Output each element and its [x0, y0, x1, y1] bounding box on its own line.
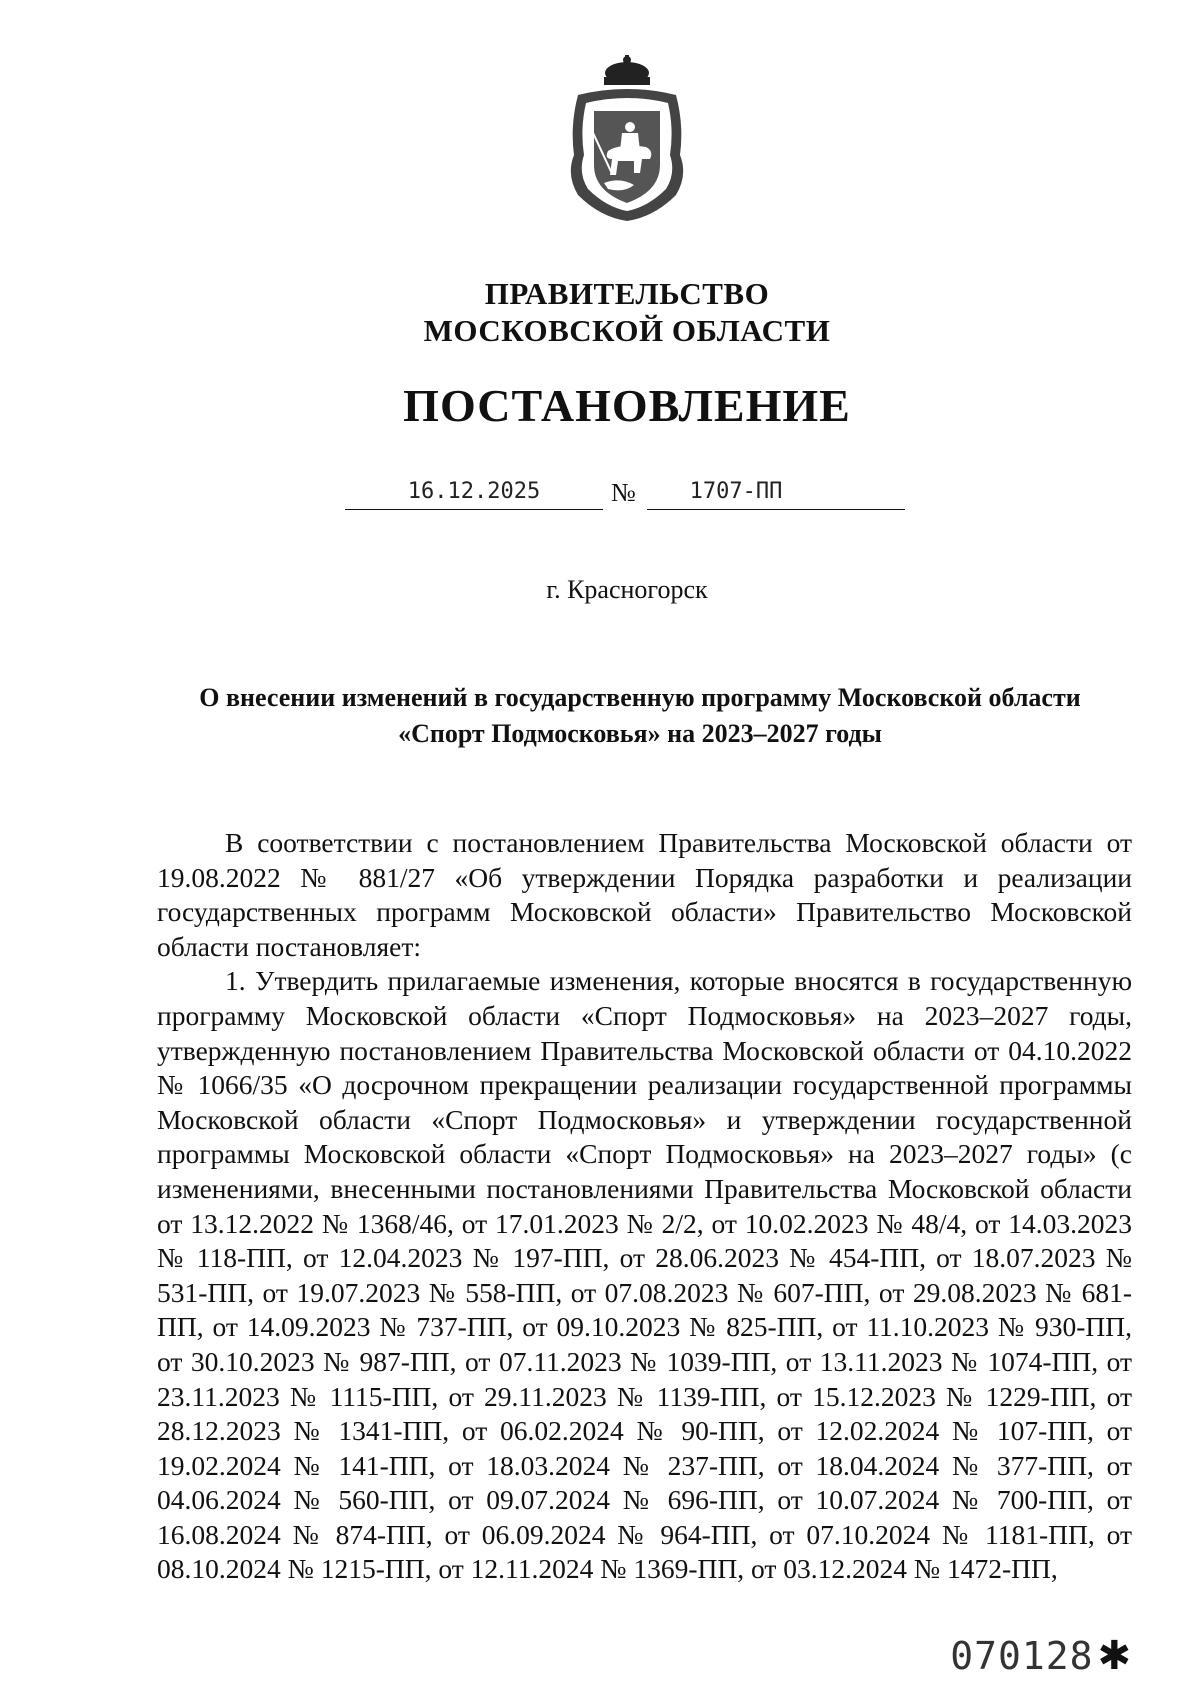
asterisk-icon: ✱ — [1097, 1633, 1132, 1679]
subject-line-1: О внесении изменений в государственную программу Московской области — [199, 683, 1081, 712]
document-date — [345, 475, 603, 510]
number-sign: № — [611, 478, 636, 507]
document-date-value: 16.12.2025 — [407, 479, 541, 504]
body-paragraph-2: 1. Утвердить прилагаемые изменения, которые вносятся в государственную программу Московской области «Спорт Подмосковья» на 2023–2027 годы, утвержденную постановлением Правительства Московской области от 04.10.2022 № 1066/35 «О досрочном прекращении реализации государственной программы Московской области «Спорт Подмосковья» и утверждении государственной программы Московской области «Спорт Подмосковья» на 2023–2027 годы» (с изменениями, внесенными постановлениями Правительства Московской области от 13.12.2022 № 1368/46, от 17.01.2023 № 2/2, от 10.02.2023 № 48/4, от 14.03.2023 № 118-ПП, от 12.04.2023 № 197-ПП, от 28.06.2023 № 454-ПП, от 18.07.2023 № 531-ПП, от 19.07.2023 № 558-ПП, от 07.08.2023 № 607-ПП, от 29.08.2023 № 681-ПП, от 14.09.2023 № 737-ПП, от 09.10.2023 № 825-ПП, от 11.10.2023 № 930-ПП, от 30.10.2023 № 987-ПП, от 07.11.2023 № 1039-ПП, от 13.11.2023 № 1074-ПП, от 23.11.2023 № 1115-ПП, от 29.11.2023 № 1139-ПП, от 15.12.2023 № 1229-ПП, от 28.12.2023 № 1341-ПП, от 06.02.2024 № 90-ПП, от 12.02.2024 № 107-ПП, от 19.02.2024 № 141-ПП, от 18.03.2024 № 237-ПП, от 18.04.2024 № 377-ПП, от 04.06.2024 № 560-ПП, от 09.07.2024 № 696-ПП, от 10.07.2024 № 700-ПП, от 16.08.2024 № 874-ПП, от 06.09.2024 № 964-ПП, от 07.10.2024 № 1181-ПП, от 08.10.2024 № 1215-ПП, от 12.11.2024 № 1369-ПП, от 03.12.2024 № 1472-ПП, — [157, 965, 1132, 1585]
stamp-code: 070128 — [950, 1634, 1094, 1678]
registration-stamp — [950, 1634, 1132, 1678]
registration-line — [345, 475, 905, 515]
document-subject — [150, 680, 1130, 752]
subject-line-2: «Спорт Подмосковья» на 2023–2027 годы — [398, 719, 882, 748]
document-number — [647, 475, 905, 510]
coat-of-arms-icon — [560, 55, 694, 223]
body-paragraph-1: В соответствии с постановлением Правительства Московской области от 19.08.2022 № 881/27 «Об утверждении Порядка разработки и реализации государственных программ Московской области» Правительство Московской области постановляет: — [157, 827, 1132, 962]
org-name-line-1: ПРАВИТЕЛЬСТВО — [484, 276, 770, 311]
document-body — [157, 826, 1132, 1587]
document-number-value: 1707-ПП — [689, 479, 783, 504]
city: г. Красногорск — [546, 575, 708, 604]
org-name-line-2: МОСКОВСКОЙ ОБЛАСТИ — [423, 313, 831, 348]
document-type-title: ПОСТАНОВЛЕНИЕ — [403, 380, 851, 431]
